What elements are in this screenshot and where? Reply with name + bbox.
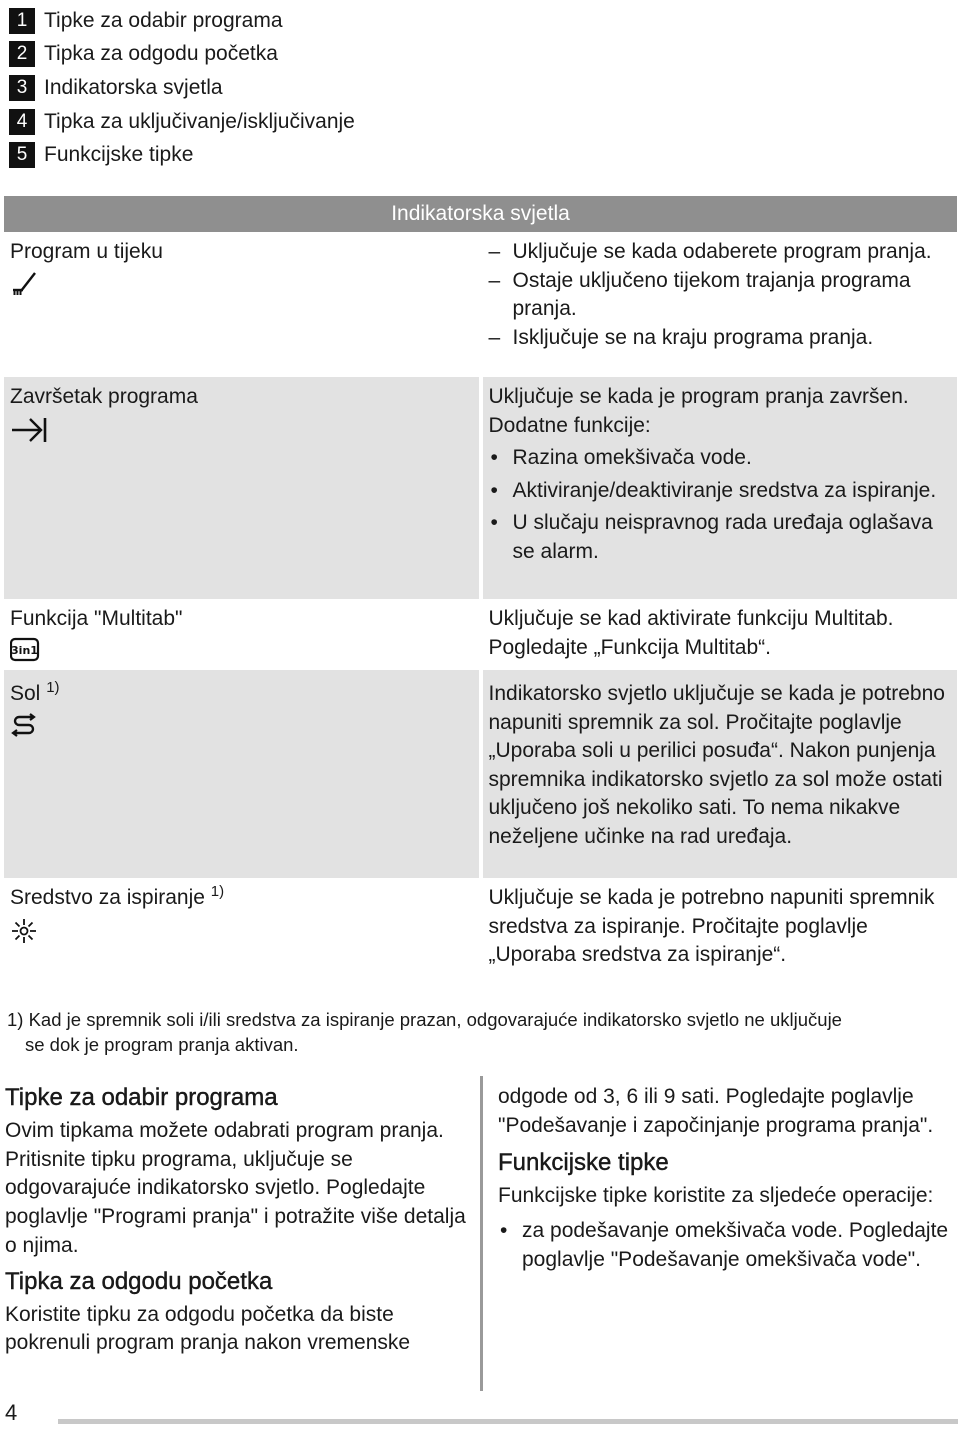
table-row	[4, 878, 957, 976]
table-footnote	[7, 1007, 957, 1057]
footnote-text: Kad je spremnik soli i/ili sredstva za ispiranje prazan, odgovarajuće indikatorsko svjetlo ne uključuje	[28, 1009, 842, 1030]
table-row	[4, 377, 957, 599]
list-item: • U slučaju neispravnog rada uređaja oglašava se alarm.	[489, 509, 952, 566]
section-heading: Tipke za odabir programa	[5, 1084, 278, 1111]
indicator-description: Uključuje se kada je program pranja završen. Dodatne funkcije:	[488, 385, 909, 437]
table-row	[4, 670, 957, 878]
table-row	[4, 232, 957, 377]
end-of-program-icon	[10, 415, 50, 445]
legend-item	[9, 138, 355, 172]
page-number: 4	[5, 1400, 18, 1425]
rinse-aid-icon	[10, 916, 40, 946]
legend-item	[9, 71, 355, 105]
list-item: – Isključuje se na kraju programa pranja.	[489, 324, 952, 353]
legend-number: 4	[9, 109, 35, 135]
legend-number: 2	[9, 41, 35, 67]
indicator-description: Uključuje se kada je potrebno napuniti spremnik sredstva za ispiranje. Pročitajte poglavlje „Uporaba sredstva za ispiranje“.	[488, 886, 935, 966]
salt-icon	[10, 712, 40, 738]
dash-list	[489, 238, 952, 352]
section-paragraph: odgode od 3, 6 ili 9 sati. Pogledajte poglavlje "Podešavanje i započinjanje programa pranja".	[498, 1085, 934, 1137]
legend-list	[9, 4, 355, 172]
indicator-description: Indikatorsko svjetlo uključuje se kada je potrebno napuniti spremnik za sol. Pročitajte poglavlje „Uporaba soli u perilici posuđa“. Nakon punjenja spremnika indikatorsko svjetlo za sol može ostati uključeno još nekoliko sati. To nema nikakve neželjene učinke na rad uređaja.	[488, 682, 945, 848]
legend-label: Tipka za uključivanje/isključivanje	[44, 109, 355, 133]
footnote-ref: 1)	[210, 883, 225, 900]
multitab-3in1-icon	[10, 637, 40, 663]
section-heading: Tipka za odgodu početka	[5, 1267, 273, 1295]
bullet-list	[498, 1217, 958, 1274]
footnote-text-continued: se dok je program pranja aktivan.	[25, 1034, 299, 1055]
list-item: – Ostaje uključeno tijekom trajanja programa pranja.	[489, 267, 952, 324]
list-item: • za podešavanje omekšivača vode. Pogledajte poglavlje "Podešavanje omekšivača vode".	[498, 1217, 958, 1274]
legend-label: Funkcijske tipke	[44, 143, 194, 167]
legend-number: 3	[9, 75, 35, 101]
legend-label: Tipka za odgodu početka	[44, 42, 278, 66]
section-paragraph: Koristite tipku za odgodu početka da biste pokrenuli program pranja nakon vremenske	[5, 1302, 411, 1355]
section-paragraph: Funkcijske tipke koristite za sljedeće operacije:	[498, 1184, 934, 1208]
indicator-name: Funkcija "Multitab"	[10, 607, 183, 630]
footnote-marker: 1)	[7, 1009, 24, 1030]
indicator-name: Sredstvo za ispiranje	[10, 886, 205, 909]
indicator-name: Program u tijeku	[10, 240, 163, 263]
indicator-lights-table	[4, 196, 957, 976]
bullet-list	[489, 444, 952, 566]
legend-item	[9, 105, 355, 139]
legend-label: Tipke za odabir programa	[44, 8, 283, 32]
list-item: – Uključuje se kada odaberete program pranja.	[489, 238, 952, 267]
indicator-name: Završetak programa	[10, 385, 198, 408]
footnote-ref: 1)	[46, 679, 60, 696]
legend-label: Indikatorska svjetla	[44, 75, 223, 99]
section-paragraph: Ovim tipkama možete odabrati program pranja. Pritisnite tipku programa, uključuje se odgovarajuće indikatorsko svjetlo. Pogledajte poglavlje "Programi pranja" i potražite više detalja o njima.	[5, 1119, 466, 1257]
icon-text: 3in1	[11, 643, 38, 657]
right-column	[498, 1083, 958, 1275]
column-divider	[480, 1076, 483, 1391]
legend-number: 1	[9, 8, 35, 34]
table-header: Indikatorska svjetla	[4, 196, 957, 232]
legend-item	[9, 4, 355, 38]
list-item: • Aktiviranje/deaktiviranje sredstva za ispiranje.	[489, 477, 952, 506]
legend-item	[9, 38, 355, 72]
indicator-name: Sol	[10, 682, 41, 705]
indicator-description: Uključuje se kad aktivirate funkciju Multitab. Pogledajte „Funkcija Multitab“.	[488, 607, 894, 659]
left-column	[5, 1083, 470, 1364]
list-item: • Razina omekšivača vode.	[489, 444, 952, 473]
bottom-rule	[58, 1419, 958, 1424]
section-heading: Funkcijske tipke	[498, 1149, 669, 1177]
table-row	[4, 599, 957, 670]
program-in-progress-icon	[10, 270, 40, 300]
legend-number: 5	[9, 142, 35, 168]
